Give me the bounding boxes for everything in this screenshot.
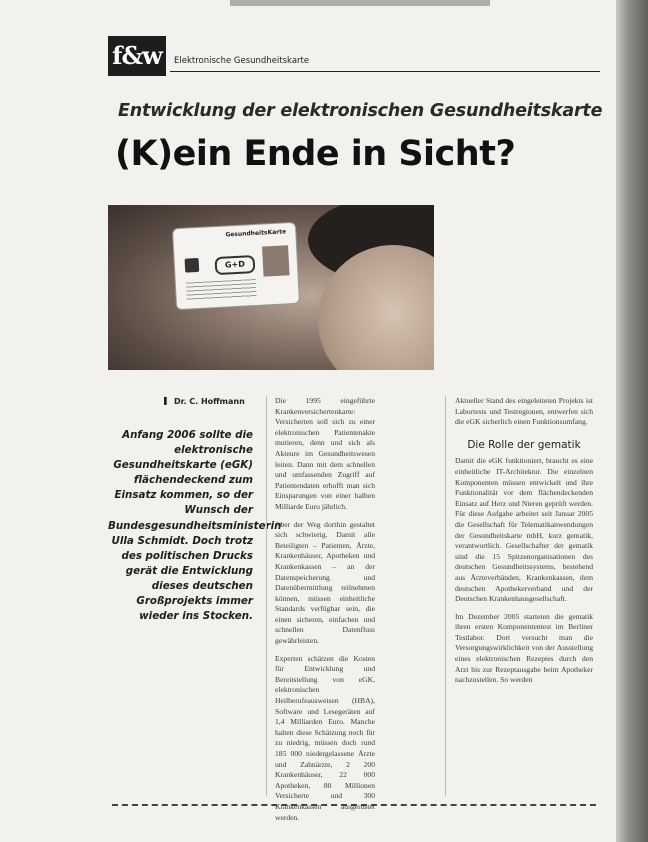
body-column-3	[455, 396, 593, 693]
header-rule	[170, 71, 600, 72]
article-subtitle: Entwicklung der elektronischen Gesundheitskarte	[118, 101, 603, 121]
health-card-title: GesundheitsKarte	[225, 228, 287, 239]
article-photo	[108, 205, 434, 370]
card-photo	[262, 245, 290, 276]
body-column-2	[275, 396, 375, 830]
body-paragraph: Aktueller Stand des eingeleiteten Projekts ist Labortests und Testregionen, entwerfen sich die eGK sicherlich einen Funktionsumfang.	[455, 396, 593, 427]
section-label: Elektronische Gesundheitskarte	[174, 56, 310, 66]
body-paragraph: Im Dezember 2005 starteten die gematik ihren ersten Komponententest im Berliner Testlabor. Dort versucht man die Versorgungswirklichkeit von der Ausstellung eines elektronischen Rezeptes durch den Arzt bis zur Rezeptausgabe beim Apotheker nachzustellen. So werden	[455, 611, 593, 685]
body-paragraph: Aber der Weg dorthin gestaltet sich schwierig. Damit alle Beteiligten – Patienten, Ärzte, Krankenhäuser, Apotheken und Krankenkassen – an der Datenspeicherung und Datenübermittlung teilnehmen können, müssen einheitliche Standards verfügbar sein, die einen sicheren, einfachen und schnellen Datenfluss gewährleisten.	[275, 519, 375, 646]
scan-smudge	[230, 0, 490, 6]
article-lead: Anfang 2006 sollte die elektronische Gesundheitskarte (eGK) flächendeckend zum Einsatz kommen, so der Wunsch der Bundesgesundheitsministerin Ulla Schmidt. Doch trotz des politischen Drucks gerät die Entwicklung dieses deutschen Großprojekts immer wieder ins Stocken.	[108, 429, 282, 623]
body-paragraph: Die 1995 eingeführte Krankenversichertenkarte: Versicherten soll sich zu einer elektronischen Patientenakte mutieren, denn und sich als Akteure im Gesundheitswesen leiten. Dann mit dem schnellen und umfassenden Zugriff auf Patientendaten erhofft man sich Einsparungen von einer halben Milliarde Euro jährlich.	[275, 396, 375, 511]
card-chip-icon	[185, 258, 200, 273]
author-bullet-icon: ❚	[162, 396, 169, 405]
body-paragraph: Damit die eGK funktioniert, braucht es eine einheitliche IT-Architektur. Die einzelnen Komponenten müssen entwickelt und ihre Funktionalität vor dem flächendeckenden Einsatz auf Herz und Nieren geprüft werden. Für diese Aufgabe arbeitet seit Januar 2005 die Gesellschaft für Telematikanwendungen der Gesundheitskarte mbH, kurz gematik, verantwortlich. Gesellschafter der gematik sind die 15 Spitzenorganisationen des deutschen Gesundheitssystems, bestehend aus Ärzteverbänden, Krankenkassen, dem deutschen Apothekerverband und der Deutschen Krankenhausgesellschaft.	[455, 456, 593, 604]
column-divider	[445, 396, 446, 796]
magazine-logo: f&w	[108, 36, 166, 76]
footer-rule	[112, 804, 596, 806]
column-divider	[266, 396, 267, 796]
health-card	[172, 222, 300, 310]
section-heading: Die Rolle der gematik	[467, 438, 581, 451]
author-name: Dr. C. Hoffmann	[174, 397, 245, 406]
card-logo: G+D	[215, 255, 256, 275]
article-headline: (K)ein Ende in Sicht?	[115, 134, 516, 174]
body-paragraph: Experten schätzen die Kosten für Entwicklung und Bereitstellung von eGK, elektronischen Heilberufeausweisen (HBA), Software und Lesegeräten auf 1,4 Milliarden Euro. Manche halten diese Schätzung noch für zu niedrig, müssen doch rund 185 000 niedergelassene Ärzte und Zahnärzte, 2 200 Krankenhäuser, 22 000 Apotheken, 80 Millionen Versicherte und 300 Krankenkassen ausgerüstet werden.	[275, 653, 375, 822]
card-text-lines	[186, 279, 257, 301]
scan-edge	[616, 0, 648, 842]
